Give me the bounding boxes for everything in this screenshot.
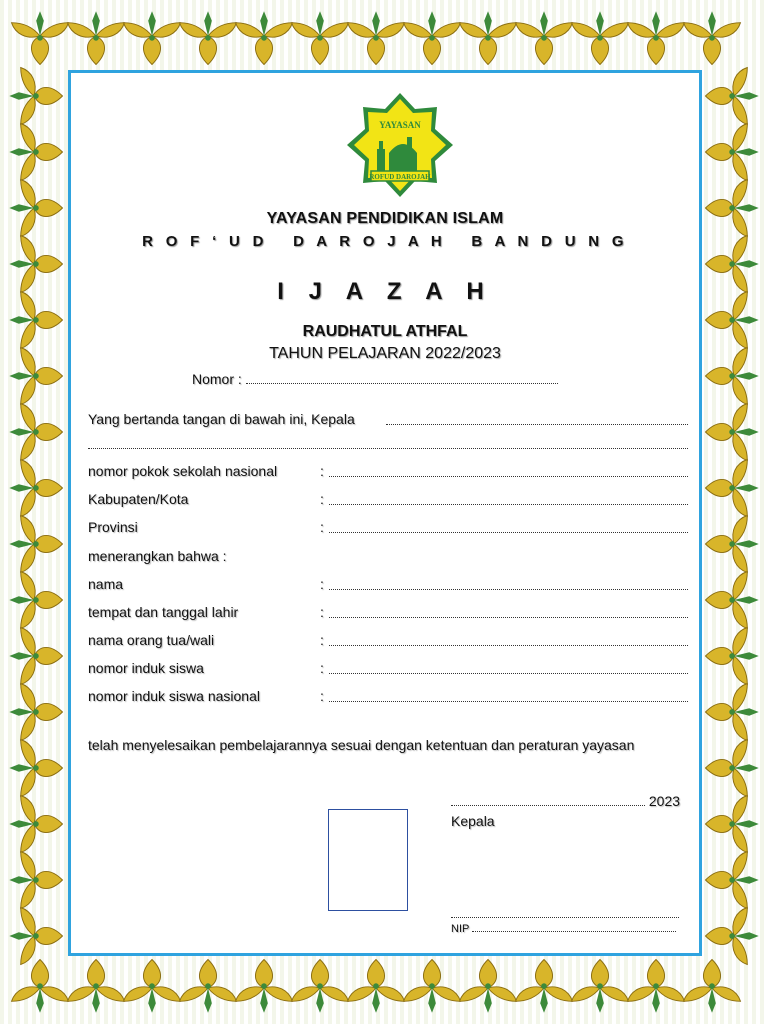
floral-motif-icon xyxy=(9,628,62,685)
floral-motif-icon xyxy=(706,236,759,293)
name-blank xyxy=(451,906,679,918)
floral-motif-icon xyxy=(9,236,62,293)
field-row-nisn xyxy=(88,688,688,706)
signature-year: 2023 xyxy=(648,793,681,809)
signature-date xyxy=(451,793,680,809)
field-colon: : xyxy=(320,660,324,676)
intro-blank xyxy=(386,424,688,425)
floral-motif-icon xyxy=(706,852,759,909)
floral-motif-icon xyxy=(9,684,62,741)
photo-placeholder xyxy=(328,809,408,911)
floral-motif-icon xyxy=(706,572,759,629)
floral-motif-icon xyxy=(706,796,759,853)
statement-line xyxy=(88,548,688,566)
field-label: tempat dan tanggal lahir xyxy=(88,604,239,620)
floral-motif-icon xyxy=(684,960,741,1013)
floral-motif-icon xyxy=(404,960,461,1013)
floral-motif-icon xyxy=(404,11,461,64)
org-name-line1: YAYASAN PENDIDIKAN ISLAM xyxy=(266,210,504,227)
floral-motif-icon xyxy=(9,348,62,405)
field-label: nama orang tua/wali xyxy=(88,632,215,648)
floral-motif-icon xyxy=(9,180,62,237)
floral-motif-icon xyxy=(236,960,293,1013)
field-colon: : xyxy=(320,576,324,592)
field-colon: : xyxy=(320,463,324,479)
yayasan-logo xyxy=(327,91,473,199)
signature-role: Kepala xyxy=(451,813,495,829)
floral-motif-icon xyxy=(68,11,125,64)
floral-motif-icon xyxy=(706,460,759,517)
floral-motif-icon xyxy=(460,11,517,64)
field-label: nomor induk siswa nasional xyxy=(88,688,260,704)
floral-motif-icon xyxy=(9,124,62,181)
field-blank xyxy=(329,589,688,590)
field-colon: : xyxy=(320,491,324,507)
floral-motif-icon xyxy=(9,740,62,797)
floral-motif-icon xyxy=(292,11,349,64)
field-label: nomor induk siswa xyxy=(88,660,204,676)
continuation-blank xyxy=(88,448,688,449)
nip-blank xyxy=(472,923,676,932)
floral-motif-icon xyxy=(572,11,629,64)
intro-line xyxy=(88,411,688,429)
floral-motif-icon xyxy=(236,11,293,64)
field-colon: : xyxy=(320,604,324,620)
field-colon: : xyxy=(320,688,324,704)
floral-motif-icon xyxy=(348,960,405,1013)
field-blank xyxy=(329,476,688,477)
floral-motif-icon xyxy=(706,180,759,237)
floral-motif-icon xyxy=(706,628,759,685)
floral-motif-icon xyxy=(9,572,62,629)
floral-motif-icon xyxy=(460,960,517,1013)
floral-motif-icon xyxy=(516,11,573,64)
org-name-line2: R O F ‘ U D D A R O J A H B A N D U N G xyxy=(142,233,628,250)
intro-continuation xyxy=(88,435,688,453)
floral-motif-icon xyxy=(706,404,759,461)
signature-name-line xyxy=(451,905,679,921)
field-row-ttl xyxy=(88,604,688,622)
floral-motif-icon xyxy=(706,684,759,741)
page-title: I J A Z A H xyxy=(277,278,493,305)
certificate-frame xyxy=(68,70,702,956)
field-colon: : xyxy=(320,519,324,535)
floral-motif-icon xyxy=(9,68,62,125)
field-blank xyxy=(329,645,688,646)
field-row-nis xyxy=(88,660,688,678)
floral-motif-icon xyxy=(11,11,68,64)
floral-motif-icon xyxy=(9,908,62,965)
academic-year: TAHUN PELAJARAN 2022/2023 xyxy=(269,345,501,362)
logo-star-icon xyxy=(347,93,453,197)
closing-statement: telah menyelesaikan pembelajarannya sesuai dengan ketentuan dan peraturan yayasan xyxy=(88,737,635,753)
field-blank xyxy=(329,673,688,674)
floral-motif-icon xyxy=(292,960,349,1013)
floral-motif-icon xyxy=(706,292,759,349)
floral-motif-icon xyxy=(628,960,685,1013)
logo-top-text: YAYASAN xyxy=(379,120,421,130)
certificate-number xyxy=(192,371,558,387)
floral-motif-icon xyxy=(348,11,405,64)
floral-motif-icon xyxy=(684,11,741,64)
nip-label: NIP xyxy=(451,923,470,935)
floral-motif-icon xyxy=(706,348,759,405)
floral-motif-icon xyxy=(180,11,237,64)
field-label: nomor pokok sekolah nasional xyxy=(88,463,278,479)
field-row-npsn xyxy=(88,463,688,481)
floral-motif-icon xyxy=(706,740,759,797)
floral-motif-icon xyxy=(572,960,629,1013)
field-colon: : xyxy=(320,632,324,648)
field-label: nama xyxy=(88,576,124,592)
floral-motif-icon xyxy=(124,960,181,1013)
logo-bottom-text: ROFUD DAROJAH xyxy=(369,173,431,181)
intro-text: Yang bertanda tangan di bawah ini, Kepala xyxy=(88,411,355,427)
school-level: RAUDHATUL ATHFAL xyxy=(302,323,468,340)
floral-motif-icon xyxy=(9,516,62,573)
floral-motif-icon xyxy=(9,292,62,349)
field-blank xyxy=(329,504,688,505)
nomor-label: Nomor : xyxy=(192,371,242,387)
floral-motif-icon xyxy=(9,460,62,517)
field-row-kabupaten xyxy=(88,491,688,509)
floral-motif-icon xyxy=(11,960,68,1013)
field-label: Kabupaten/Kota xyxy=(88,491,189,507)
floral-motif-icon xyxy=(628,11,685,64)
floral-motif-icon xyxy=(706,516,759,573)
field-row-provinsi xyxy=(88,519,688,537)
statement-text: menerangkan bahwa : xyxy=(88,548,227,564)
floral-motif-icon xyxy=(706,68,759,125)
date-blank xyxy=(451,794,645,806)
field-row-orang-tua xyxy=(88,632,688,650)
field-blank xyxy=(329,617,688,618)
floral-motif-icon xyxy=(180,960,237,1013)
floral-motif-icon xyxy=(124,11,181,64)
nip-line xyxy=(451,923,676,935)
nomor-blank xyxy=(246,372,558,384)
floral-motif-icon xyxy=(516,960,573,1013)
field-blank xyxy=(329,532,688,533)
floral-motif-icon xyxy=(706,908,759,965)
floral-motif-icon xyxy=(9,796,62,853)
floral-motif-icon xyxy=(68,960,125,1013)
field-label: Provinsi xyxy=(88,519,138,535)
floral-motif-icon xyxy=(9,852,62,909)
field-blank xyxy=(329,701,688,702)
floral-motif-icon xyxy=(9,404,62,461)
field-row-nama xyxy=(88,576,688,594)
floral-motif-icon xyxy=(706,124,759,181)
